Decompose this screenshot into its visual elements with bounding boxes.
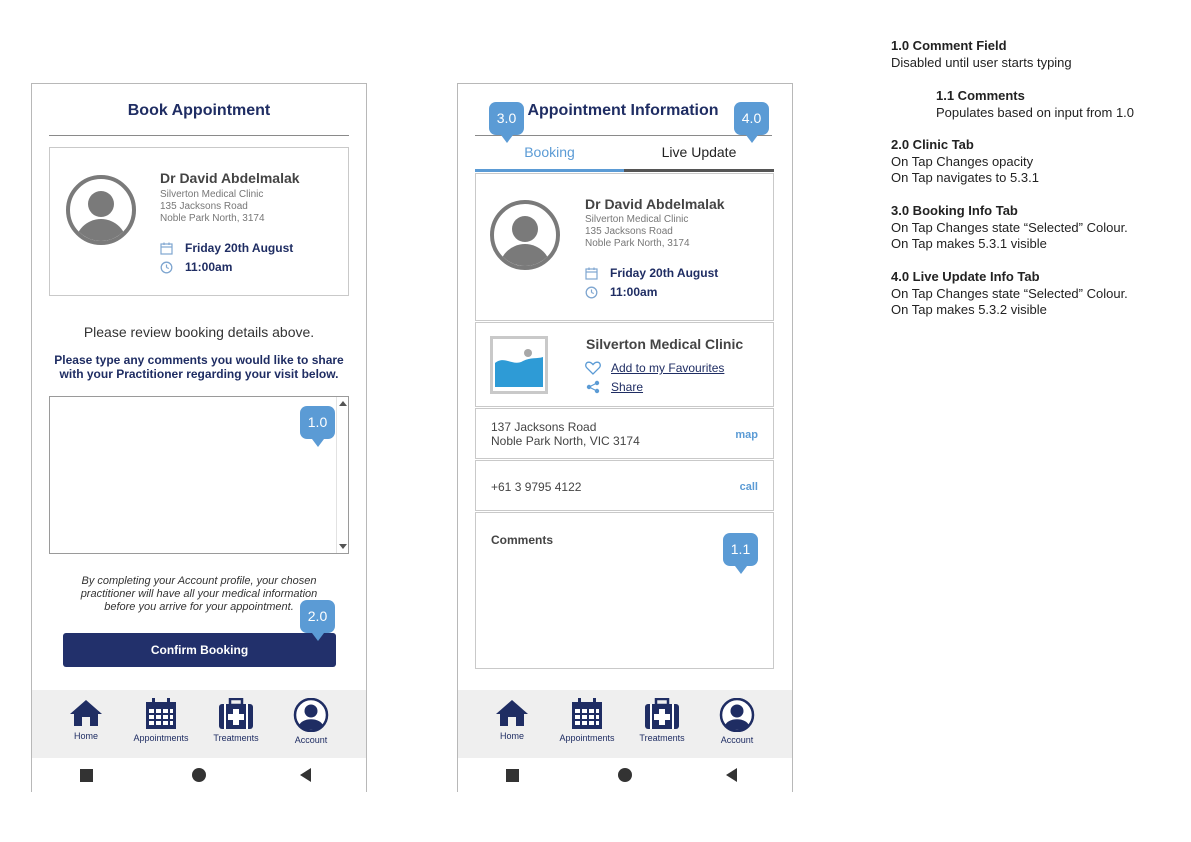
address-line-1: 137 Jacksons Road [491,420,597,434]
nav-account-label: Account [294,735,328,745]
page-title: Book Appointment [127,102,271,119]
annotation-heading: 4.0 Live Update Info Tab [891,269,1040,284]
page-title: Appointment Information [527,102,719,119]
clinic-name: Silverton Medical Clinic [586,336,744,352]
annotation-pin-1-1: 1.1 [723,533,758,566]
calendar-icon [143,698,179,730]
confirm-booking-button[interactable]: Confirm Booking [63,633,336,667]
annotation-line: Populates based on input from 1.0 [936,104,1135,120]
comments-section [475,512,774,669]
system-nav-bar [458,758,792,792]
disclaimer-line-1: By completing your Account profile, your chosen [81,575,317,587]
title-divider [49,135,349,136]
nav-account-label: Account [720,735,754,745]
phone-row[interactable] [475,460,774,511]
back-triangle-icon[interactable] [726,768,737,782]
medical-kit-icon [644,698,680,730]
calendar-small-icon [160,242,173,255]
nav-home-label: Home [499,731,524,741]
nav-home[interactable] [472,698,552,741]
back-triangle-icon[interactable] [300,768,311,782]
address-line-2: Noble Park North, VIC 3174 [491,434,640,448]
home-icon [68,698,104,728]
calendar-small-icon [585,267,598,280]
call-button[interactable]: call [739,481,758,493]
recents-square-icon[interactable] [80,769,93,782]
heart-icon[interactable] [585,361,601,375]
disclaimer-line-3: before you arrive for your appointment. [104,601,294,613]
appointment-date: Friday 20th August [610,266,719,280]
annotation-line: On Tap Changes state “Selected” Colour. [891,285,1128,301]
map-button[interactable]: map [735,429,758,441]
nav-account[interactable] [271,698,351,745]
bottom-nav [32,690,366,758]
annotation-pin-2-0: 2.0 [300,600,335,633]
annotation-heading: 1.0 Comment Field [891,38,1007,53]
annotation-line: On Tap makes 5.3.2 visible [891,302,1047,317]
account-icon [719,698,755,732]
annotation-2-0 [891,137,1039,187]
annotation-3-0 [891,203,1128,253]
recents-square-icon[interactable] [506,769,519,782]
doctor-clinic: Silverton Medical Clinic [160,189,264,200]
nav-appointments-label: Appointments [559,733,615,743]
doctor-name: Dr David Abdelmalak [585,196,725,212]
annotation-pin-1-0: 1.0 [300,406,335,439]
doctor-clinic: Silverton Medical Clinic [585,214,689,225]
comment-scrollbar[interactable] [336,397,348,553]
nav-account[interactable] [697,698,777,745]
annotation-pin-3-0: 3.0 [489,102,524,135]
comments-label: Comments [491,533,554,547]
nav-appointments[interactable] [121,698,201,743]
clinic-card[interactable] [475,322,774,407]
annotation-heading: 2.0 Clinic Tab [891,137,974,152]
system-nav-bar [32,758,366,792]
scroll-up-arrow-icon[interactable] [339,401,347,406]
tab-booking-indicator [475,169,624,172]
annotation-line: On Tap makes 5.3.1 visible [891,236,1047,251]
annotation-1-1 [936,88,1134,121]
doctor-suburb: Noble Park North, 3174 [585,238,690,249]
doctor-avatar-icon [490,200,560,270]
doctor-avatar-icon [66,175,136,245]
annotation-pin-4-0: 4.0 [734,102,769,135]
disclaimer-line-2: practitioner will have all your medical information [80,588,318,600]
doctor-card [475,173,774,321]
comment-prompt-line-1: Please type any comments you would like to share [54,353,344,367]
clock-small-icon [585,286,598,299]
annotation-1-0 [891,38,1072,71]
appointment-time: 11:00am [610,285,658,299]
annotation-line: On Tap Changes opacity [891,153,1034,169]
comment-prompt-line-2: with your Practitioner regarding your visit below. [59,367,339,381]
bottom-nav [458,690,792,758]
tab-live-update[interactable]: Live Update [661,144,737,160]
nav-appointments[interactable] [547,698,627,743]
calendar-icon [569,698,605,730]
add-to-favourites-link[interactable]: Add to my Favourites [611,361,725,375]
doctor-street: 135 Jacksons Road [585,226,673,237]
phone-number: +61 3 9795 4122 [491,480,582,494]
tab-booking[interactable]: Booking [524,144,575,160]
annotation-line: On Tap navigates to 5.3.1 [891,170,1039,185]
home-circle-icon[interactable] [192,768,206,782]
doctor-name: Dr David Abdelmalak [160,170,300,186]
doctor-street: 135 Jacksons Road [160,201,248,212]
share-icon[interactable] [586,380,600,394]
address-row[interactable] [475,408,774,459]
nav-treatments-label: Treatments [213,733,259,743]
nav-treatments-label: Treatments [639,733,685,743]
home-icon [494,698,530,728]
share-link[interactable]: Share [611,380,644,394]
doctor-card [49,147,349,296]
nav-home[interactable] [46,698,126,741]
appointment-information-screen [457,83,793,792]
nav-appointments-label: Appointments [133,733,189,743]
appointment-time: 11:00am [185,260,233,274]
account-icon [293,698,329,732]
nav-treatments[interactable] [622,698,702,743]
annotation-line: On Tap Changes state “Selected” Colour. [891,219,1128,235]
clinic-image-icon [490,336,548,394]
tab-live-update-indicator [624,169,774,172]
annotation-line: Disabled until user starts typing [891,54,1072,70]
annotation-heading: 1.1 Comments [936,88,1025,103]
doctor-suburb: Noble Park North, 3174 [160,213,265,224]
clock-small-icon [160,261,173,274]
nav-treatments[interactable] [196,698,276,743]
medical-kit-icon [218,698,254,730]
annotation-4-0 [891,269,1128,319]
book-appointment-screen [31,83,367,792]
nav-home-label: Home [73,731,98,741]
scroll-down-arrow-icon[interactable] [339,544,347,549]
appointment-date: Friday 20th August [185,241,294,255]
home-circle-icon[interactable] [618,768,632,782]
review-text: Please review booking details above. [83,324,315,340]
annotation-heading: 3.0 Booking Info Tab [891,203,1018,218]
title-divider [475,135,772,136]
